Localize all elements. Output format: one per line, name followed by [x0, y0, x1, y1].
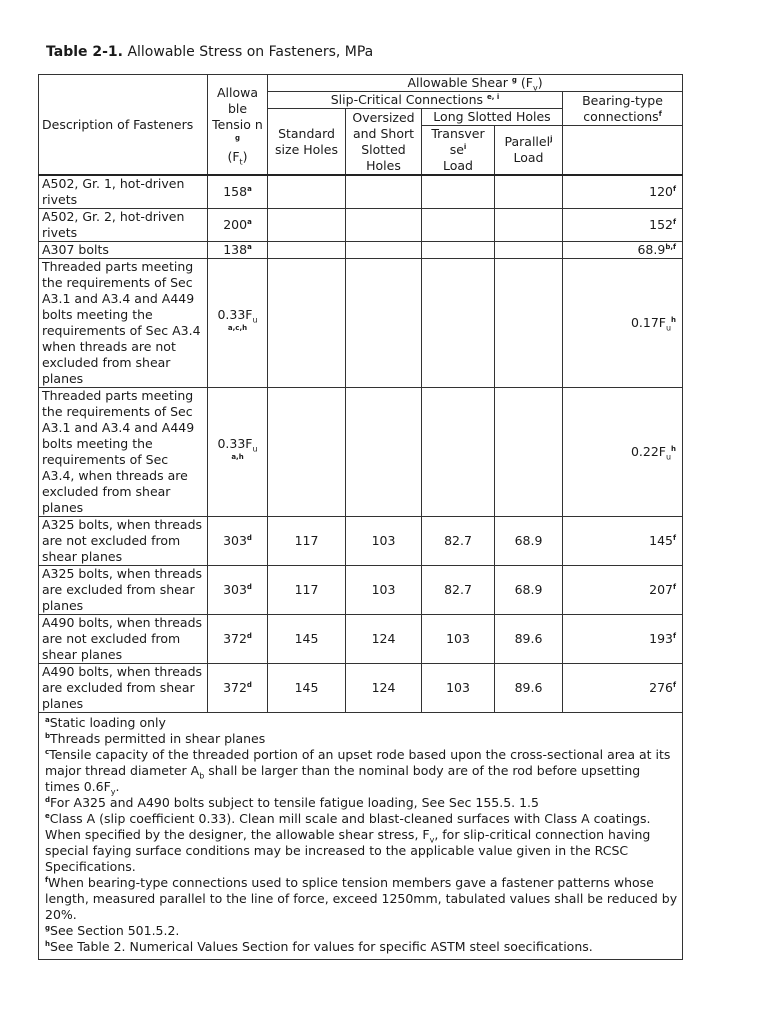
- footnote-mark: d: [45, 795, 51, 804]
- bearing-value: 145: [649, 533, 673, 548]
- transverse-load-cell: [422, 388, 495, 517]
- parallel-load-value: 68.9: [514, 533, 543, 548]
- bearing-footnote-mark: f: [672, 631, 677, 640]
- header-description: Description of Fasteners: [39, 75, 208, 176]
- tension-footnote-mark: a,c,h: [227, 323, 248, 332]
- bearing-footnote-mark: h: [671, 315, 677, 324]
- header-shear: Allowable Shear $^g$ $(F_v)$: [268, 75, 683, 92]
- header-parallel: Parallel$^j$ Load: [495, 126, 563, 176]
- table-row: [39, 566, 683, 615]
- footnote: [45, 875, 678, 923]
- table-header: [39, 75, 683, 176]
- fastener-description: A502, Gr. 2, hot-driven rivets: [42, 209, 185, 240]
- standard-hole-cell: [268, 615, 346, 664]
- tension-cell: [208, 615, 268, 664]
- transverse-load-value: 82.7: [444, 533, 472, 548]
- footnote-subscript: y: [110, 787, 116, 797]
- table-row: [39, 175, 683, 209]
- footnote-text: See Table 2. Numerical Values Section for values for specific ASTM steel soecifications.: [49, 939, 593, 954]
- tension-value: 0.33F: [217, 307, 253, 322]
- footnote-text: For A325 and A490 bolts subject to tensile fatigue loading, See Sec 155.5. 1.5: [50, 795, 539, 810]
- fastener-description-cell: [39, 388, 208, 517]
- fastener-description: A490 bolts, when threads are not excluded from shear planes: [42, 615, 203, 662]
- fastener-description: A307 bolts: [42, 242, 109, 257]
- header-oversized: Oversized and Short Slotted Holes: [346, 109, 422, 176]
- table-body: [39, 175, 683, 713]
- standard-hole-cell: [268, 175, 346, 209]
- footnote: [45, 795, 678, 811]
- fastener-description: A502, Gr. 1, hot-driven rivets: [42, 176, 185, 207]
- standard-hole-value: 145: [294, 680, 319, 695]
- fastener-description-cell: [39, 664, 208, 713]
- fastener-stress-table: [38, 74, 683, 713]
- tension-footnote-mark: a: [247, 217, 252, 226]
- parallel-load-value: 89.6: [514, 680, 543, 695]
- transverse-load-cell: [422, 175, 495, 209]
- standard-hole-value: 117: [294, 533, 319, 548]
- footnote: [45, 747, 678, 795]
- footnote-text: See Section 501.5.2.: [50, 923, 180, 938]
- oversized-hole-cell: [346, 209, 422, 242]
- tension-footnote-mark: d: [246, 631, 252, 640]
- header-transverse: Transver $se^i$ Load: [422, 126, 495, 176]
- bearing-value: 193: [649, 631, 673, 646]
- fastener-description-cell: [39, 209, 208, 242]
- tension-cell: [208, 566, 268, 615]
- footnote-mark: e: [45, 811, 50, 820]
- tension-footnote-mark: d: [246, 680, 252, 689]
- table-row: [39, 209, 683, 242]
- footnote-mark: g: [45, 923, 51, 932]
- footnote-text: When bearing-type connections used to splice tension members gave a fastener patterns whose length, measured parallel to the line of force, exceed 1250mm, tabulated values shall be reduced by 20%.: [45, 875, 678, 922]
- header-tension: Allowa ble Tensio n $^g$ $(F_t)$: [208, 75, 268, 176]
- fastener-description: A325 bolts, when threads are excluded from shear planes: [42, 566, 203, 613]
- transverse-load-cell: [422, 259, 495, 388]
- transverse-load-cell: [422, 664, 495, 713]
- tension-cell: [208, 209, 268, 242]
- header-slip-critical: Slip-Critical Connections $^{e, i}$: [268, 92, 563, 109]
- bearing-subscript: u: [665, 452, 672, 462]
- bearing-value: 0.22F: [630, 444, 666, 459]
- footnote-subscript: v: [429, 835, 435, 845]
- footnotes: [38, 713, 683, 960]
- transverse-load-cell: [422, 566, 495, 615]
- footnote-mark: f: [45, 875, 49, 884]
- tension-footnote-mark: a,h: [231, 452, 244, 461]
- parallel-load-cell: [495, 175, 563, 209]
- oversized-hole-cell: [346, 259, 422, 388]
- fastener-description: Threaded parts meeting the requirements of Sec A3.1 and A3.4 and A449 bolts meeting the requirements of Sec A3.4, when threads are excluded from shear planes: [42, 388, 195, 515]
- tension-value: 0.33F: [217, 436, 253, 451]
- standard-hole-cell: [268, 664, 346, 713]
- bearing-value: 207: [649, 582, 673, 597]
- tension-footnote-mark: d: [246, 582, 252, 591]
- footnote-subscript: b: [199, 771, 205, 781]
- parallel-load-cell: [495, 259, 563, 388]
- bearing-value: 276: [649, 680, 673, 695]
- footnote-text: Threads permitted in shear planes: [50, 731, 266, 746]
- header-standard: Standard size Holes: [268, 109, 346, 176]
- bearing-cell: [563, 259, 683, 388]
- fastener-description-cell: [39, 517, 208, 566]
- bearing-cell: [563, 388, 683, 517]
- bearing-cell: [563, 175, 683, 209]
- transverse-load-value: 103: [446, 631, 470, 646]
- bearing-cell: [563, 664, 683, 713]
- oversized-hole-value: 124: [371, 680, 396, 695]
- transverse-load-value: 103: [446, 680, 470, 695]
- footnote-text: Class A (slip coefficient 0.33). Clean mill scale and blast-cleaned surfaces with Class A coatings. When specified by the designer, the allowable shear stress, F: [45, 811, 651, 842]
- fastener-description: A490 bolts, when threads are excluded from shear planes: [42, 664, 203, 711]
- standard-hole-cell: [268, 388, 346, 517]
- tension-cell: [208, 175, 268, 209]
- parallel-load-value: 68.9: [514, 582, 543, 597]
- bearing-footnote-mark: f: [672, 184, 677, 193]
- tension-value: 303: [223, 582, 247, 597]
- standard-hole-cell: [268, 566, 346, 615]
- fastener-description-cell: [39, 242, 208, 259]
- table-title: [46, 44, 373, 60]
- footnote-text: , for slip-critical connection having special faying surface conditions may be increased to the applicable value given in the RCSC Specifications.: [45, 827, 651, 874]
- oversized-hole-value: 124: [371, 631, 396, 646]
- transverse-load-cell: [422, 242, 495, 259]
- fastener-description: A325 bolts, when threads are not excluded from shear planes: [42, 517, 203, 564]
- bearing-value: 68.9: [637, 242, 666, 257]
- tension-footnote-mark: a: [247, 184, 252, 193]
- oversized-hole-value: 103: [371, 582, 396, 597]
- parallel-load-cell: [495, 517, 563, 566]
- bearing-footnote-mark: f: [672, 217, 677, 226]
- bearing-cell: [563, 517, 683, 566]
- bearing-footnote-mark: h: [671, 444, 677, 453]
- bearing-cell: [563, 566, 683, 615]
- fastener-description-cell: [39, 566, 208, 615]
- header-long-slotted: Long Slotted Holes: [422, 109, 563, 126]
- footnote-mark: b: [45, 731, 51, 740]
- table-row: [39, 259, 683, 388]
- footnote-mark: c: [45, 747, 50, 756]
- transverse-load-cell: [422, 517, 495, 566]
- bearing-footnote-mark: f: [672, 680, 677, 689]
- oversized-hole-cell: [346, 175, 422, 209]
- bearing-footnote-mark: f: [672, 582, 677, 591]
- fastener-description-cell: [39, 259, 208, 388]
- bearing-cell: [563, 242, 683, 259]
- parallel-load-value: 89.6: [514, 631, 543, 646]
- tension-value: 200: [223, 217, 248, 232]
- bearing-footnote-mark: f: [672, 533, 677, 542]
- parallel-load-cell: [495, 388, 563, 517]
- tension-subscript: u: [252, 444, 258, 454]
- parallel-load-cell: [495, 664, 563, 713]
- tension-footnote-mark: d: [246, 533, 252, 542]
- oversized-hole-value: 103: [371, 533, 396, 548]
- oversized-hole-cell: [346, 388, 422, 517]
- fastener-description: Threaded parts meeting the requirements of Sec A3.1 and A3.4 and A449 bolts meeting the requirements of Sec A3.4 when threads are not excluded from shear planes: [42, 259, 201, 386]
- footnote-text: Static loading only: [49, 715, 166, 730]
- footnote-text: shall be larger than the nominal body are of the rod before upsetting times 0.6F: [45, 763, 641, 794]
- standard-hole-cell: [268, 209, 346, 242]
- parallel-load-cell: [495, 566, 563, 615]
- footnote: [45, 811, 678, 875]
- table-row: [39, 388, 683, 517]
- table-row: [39, 615, 683, 664]
- tension-cell: [208, 259, 268, 388]
- footnote-mark: a: [45, 715, 50, 724]
- footnote-text: .: [115, 779, 120, 794]
- tension-cell: [208, 517, 268, 566]
- standard-hole-cell: [268, 517, 346, 566]
- bearing-cell: [563, 209, 683, 242]
- parallel-load-cell: [495, 615, 563, 664]
- bearing-value: 152: [649, 217, 673, 232]
- transverse-load-cell: [422, 209, 495, 242]
- table-row: [39, 242, 683, 259]
- tension-cell: [208, 242, 268, 259]
- footnote-mark: h: [45, 939, 50, 948]
- footnote: [45, 715, 678, 731]
- standard-hole-value: 145: [294, 631, 319, 646]
- bearing-value: 0.17F: [630, 315, 666, 330]
- footnote: [45, 923, 678, 939]
- parallel-load-cell: [495, 242, 563, 259]
- tension-footnote-mark: a: [247, 242, 252, 251]
- footnote: [45, 939, 678, 955]
- bearing-footnote-mark: b,f: [665, 242, 677, 251]
- bearing-subscript: u: [665, 323, 672, 333]
- transverse-load-value: 82.7: [444, 582, 472, 597]
- fastener-description-cell: [39, 175, 208, 209]
- tension-subscript: u: [252, 315, 258, 325]
- tension-value: 372: [223, 631, 247, 646]
- transverse-load-cell: [422, 615, 495, 664]
- oversized-hole-cell: [346, 615, 422, 664]
- standard-hole-cell: [268, 242, 346, 259]
- tension-value: 138: [223, 242, 248, 257]
- standard-hole-value: 117: [294, 582, 319, 597]
- table-row: [39, 664, 683, 713]
- oversized-hole-cell: [346, 566, 422, 615]
- header-bearing: Bearing-type connections$^f$: [563, 92, 683, 126]
- oversized-hole-cell: [346, 242, 422, 259]
- header-bearing-blank: [563, 126, 683, 176]
- footnote-text: Tensile capacity of the threaded portion of an upset rode based upon the cross-sectional area at its major thread diameter A: [45, 747, 671, 778]
- table-title-text: Allowable Stress on Fasteners, MPa: [127, 44, 374, 60]
- footnote: [45, 731, 678, 747]
- parallel-load-cell: [495, 209, 563, 242]
- table-row: [39, 517, 683, 566]
- fastener-description-cell: [39, 615, 208, 664]
- bearing-value: 120: [649, 184, 673, 199]
- tension-value: 372: [223, 680, 247, 695]
- tension-value: 303: [223, 533, 247, 548]
- tension-cell: [208, 388, 268, 517]
- tension-value: 158: [223, 184, 248, 199]
- bearing-cell: [563, 615, 683, 664]
- standard-hole-cell: [268, 259, 346, 388]
- oversized-hole-cell: [346, 664, 422, 713]
- table-title-label: Table 2-1.: [46, 44, 123, 60]
- tension-cell: [208, 664, 268, 713]
- oversized-hole-cell: [346, 517, 422, 566]
